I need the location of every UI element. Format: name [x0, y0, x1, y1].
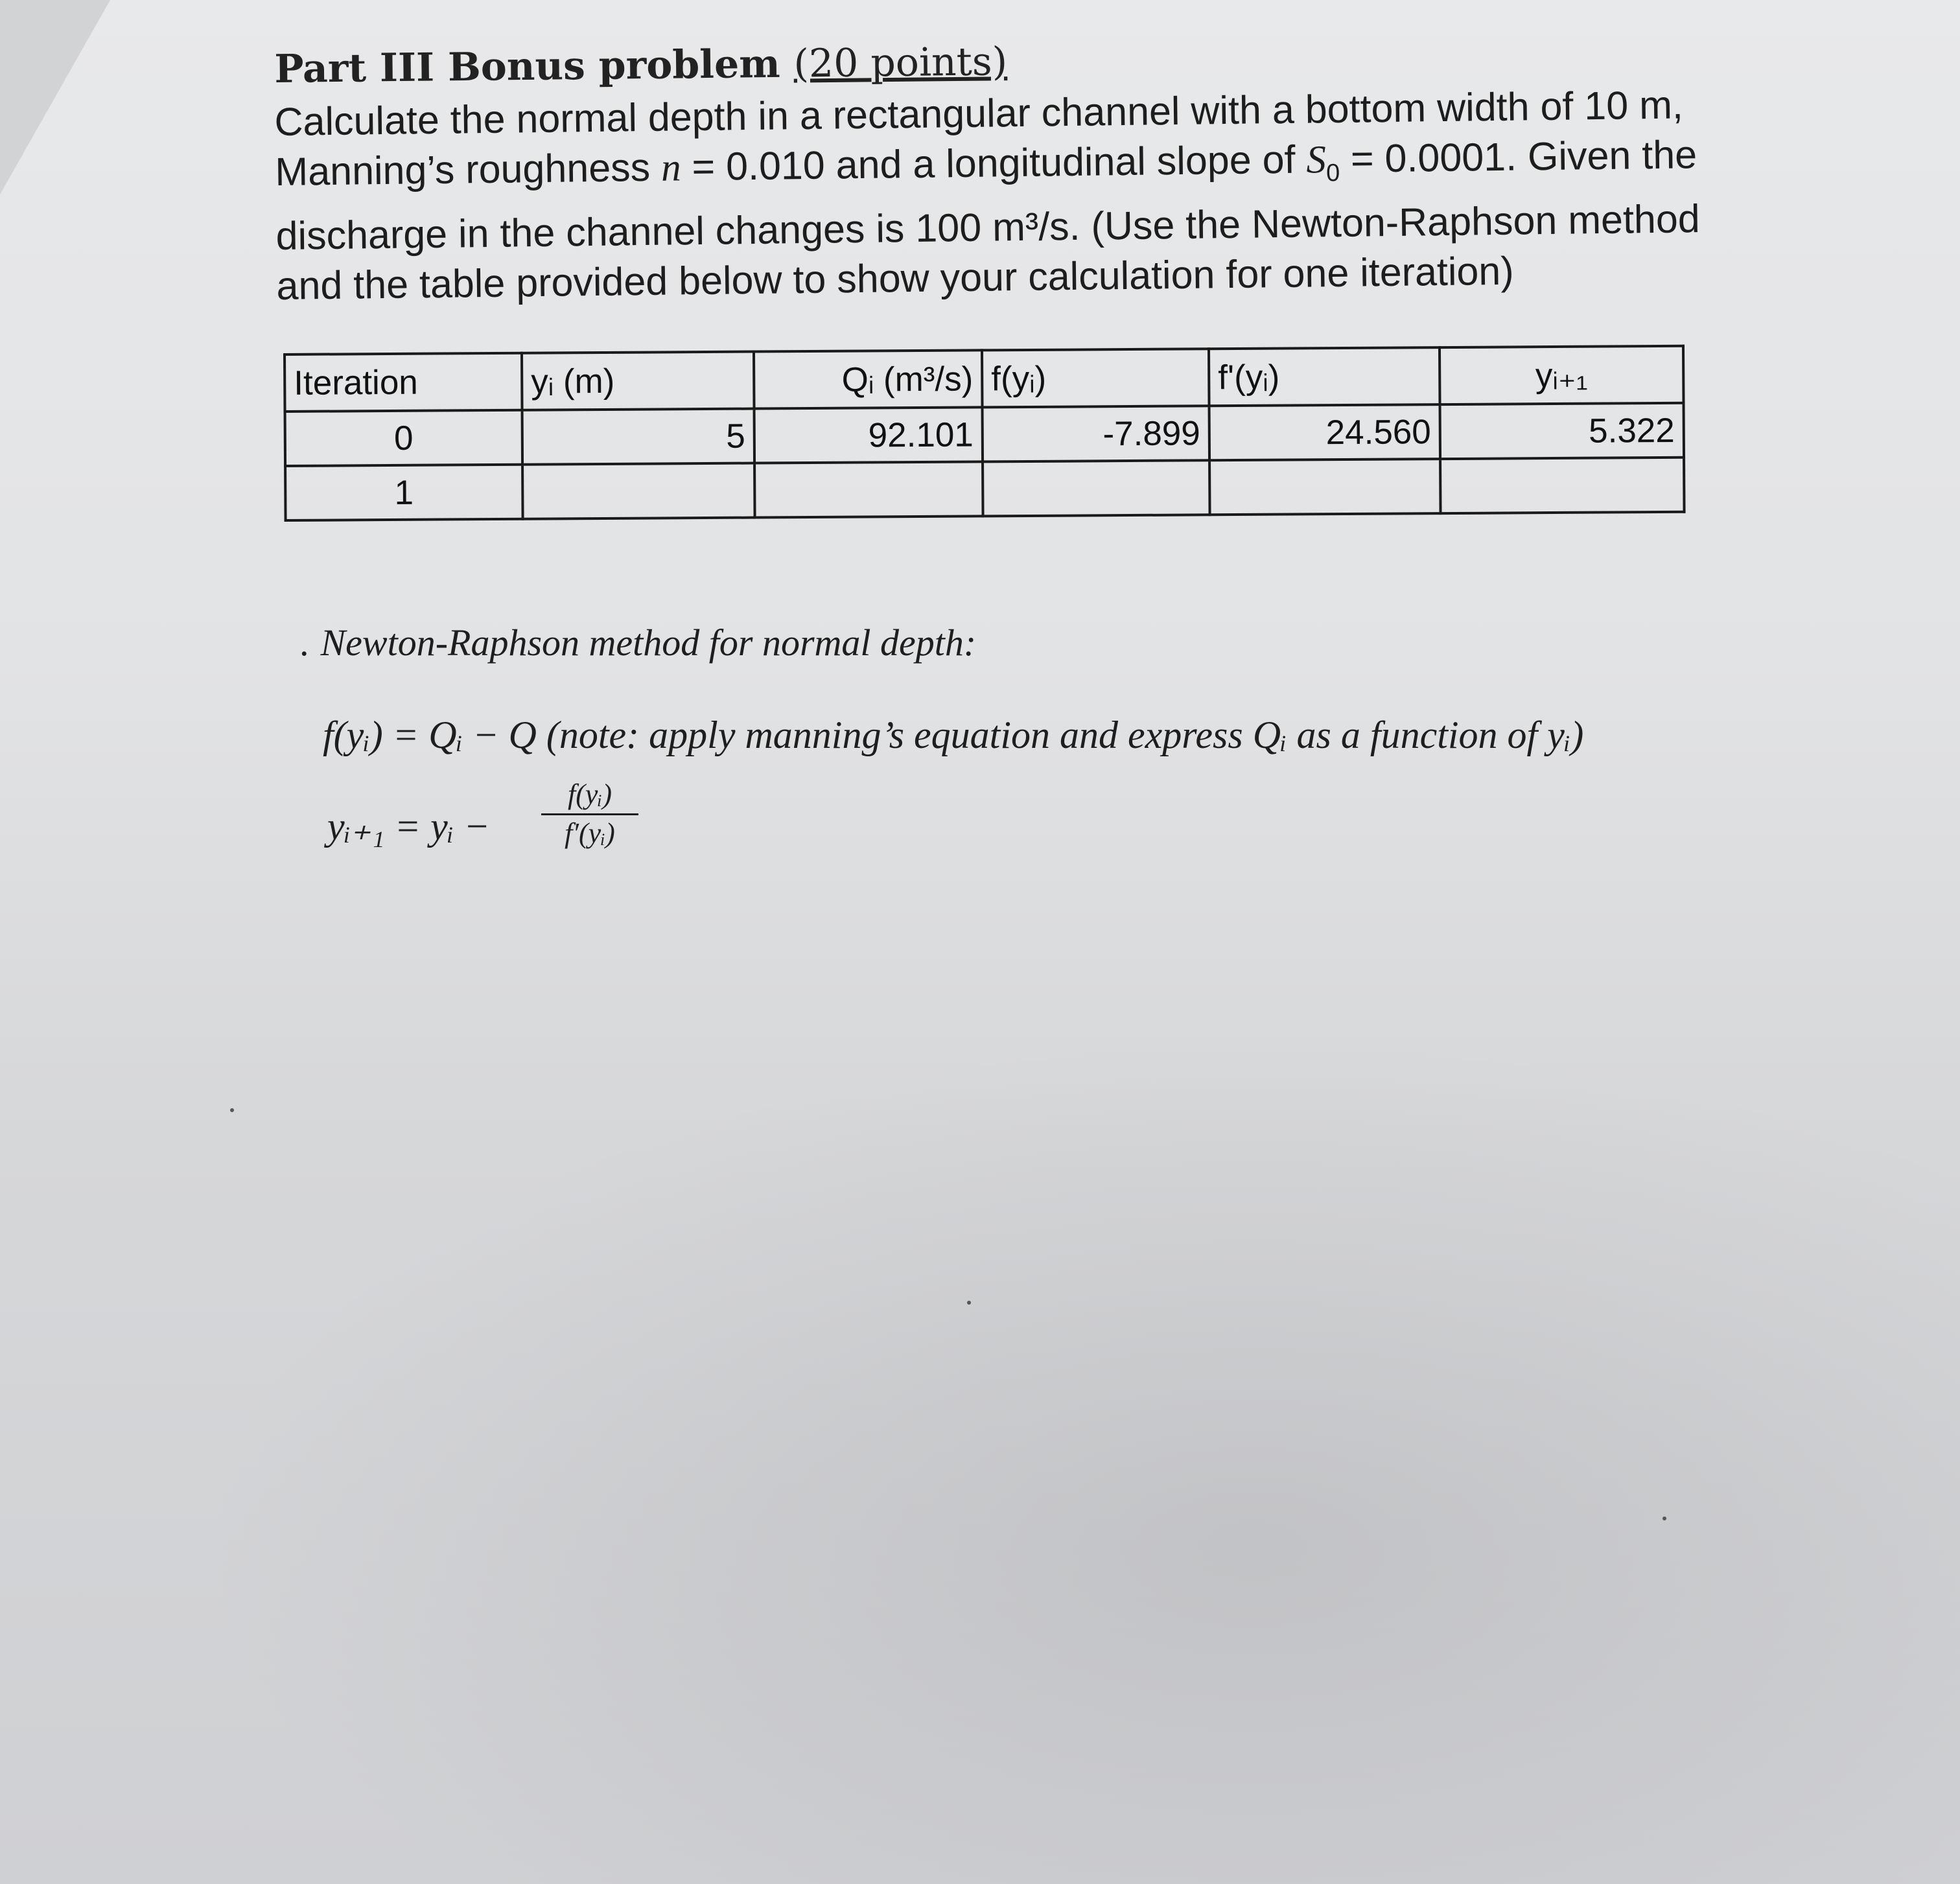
cell-fprime-yi — [1209, 459, 1441, 515]
cell-fyi — [983, 460, 1210, 516]
header-fprime-yi: f'(yᵢ) — [1209, 347, 1440, 406]
fraction-numerator: f(yᵢ) — [541, 778, 638, 815]
fraction-denominator: f′(yᵢ) — [565, 817, 615, 849]
cell-yi — [522, 463, 755, 519]
specks — [230, 1108, 234, 1112]
problem-line-4: and the table provided below to show your calculation for one iteration) — [276, 248, 1514, 308]
heading-points: (20 points) — [793, 39, 1008, 87]
header-yi: yᵢ (m) — [522, 352, 754, 410]
table-header-row — [285, 346, 1683, 412]
cell-fyi: -7.899 — [983, 406, 1210, 461]
cell-qi — [754, 461, 983, 517]
function-formula: f(yᵢ) = Qᵢ − Q (note: apply manning’s equation and express Qᵢ as a function of yᵢ) — [323, 714, 1584, 756]
table-row — [285, 403, 1684, 466]
header-qi: Qᵢ (m³/s) — [754, 350, 983, 408]
shadow-overlay — [194, 1037, 1960, 1884]
page-corner-fold — [0, 0, 110, 194]
cell-yi-plus-1: 5.322 — [1440, 403, 1685, 459]
specks — [1662, 1517, 1666, 1520]
cell-fprime-yi: 24.560 — [1209, 404, 1441, 460]
method-title: . Newton-Raphson method for normal depth: — [299, 622, 977, 664]
header-fyi: f(yᵢ) — [982, 349, 1209, 407]
cell-iteration: 1 — [285, 465, 523, 520]
problem-statement — [274, 79, 1768, 311]
specks — [967, 1301, 971, 1305]
cell-qi: 92.101 — [754, 407, 983, 463]
cell-iteration: 0 — [285, 410, 523, 466]
table-row — [285, 458, 1684, 520]
problem-line-2: Manning’s roughness n = 0.010 and a longitudinal slope of $S_0 = 0.0001$. Given the — [274, 132, 1698, 194]
problem-line-1: Calculate the normal depth in a rectangular channel with a bottom width of 10 m, — [274, 82, 1684, 144]
heading-title: Part III Bonus problem — [274, 41, 781, 92]
header-iteration: Iteration — [285, 353, 522, 412]
iteration-table — [283, 345, 1683, 522]
header-yi-plus-1: yᵢ₊₁ — [1440, 346, 1684, 404]
newton-raphson-formula — [327, 778, 615, 849]
problem-line-3: discharge in the channel changes is 100 m³/s. (Use the Newton-Raphson method — [275, 196, 1701, 259]
formula-fraction — [541, 778, 638, 850]
cell-yi-plus-1 — [1440, 458, 1685, 513]
cell-yi: 5 — [522, 409, 755, 465]
formula-lhs: yᵢ₊₁ = yᵢ − — [327, 805, 490, 848]
